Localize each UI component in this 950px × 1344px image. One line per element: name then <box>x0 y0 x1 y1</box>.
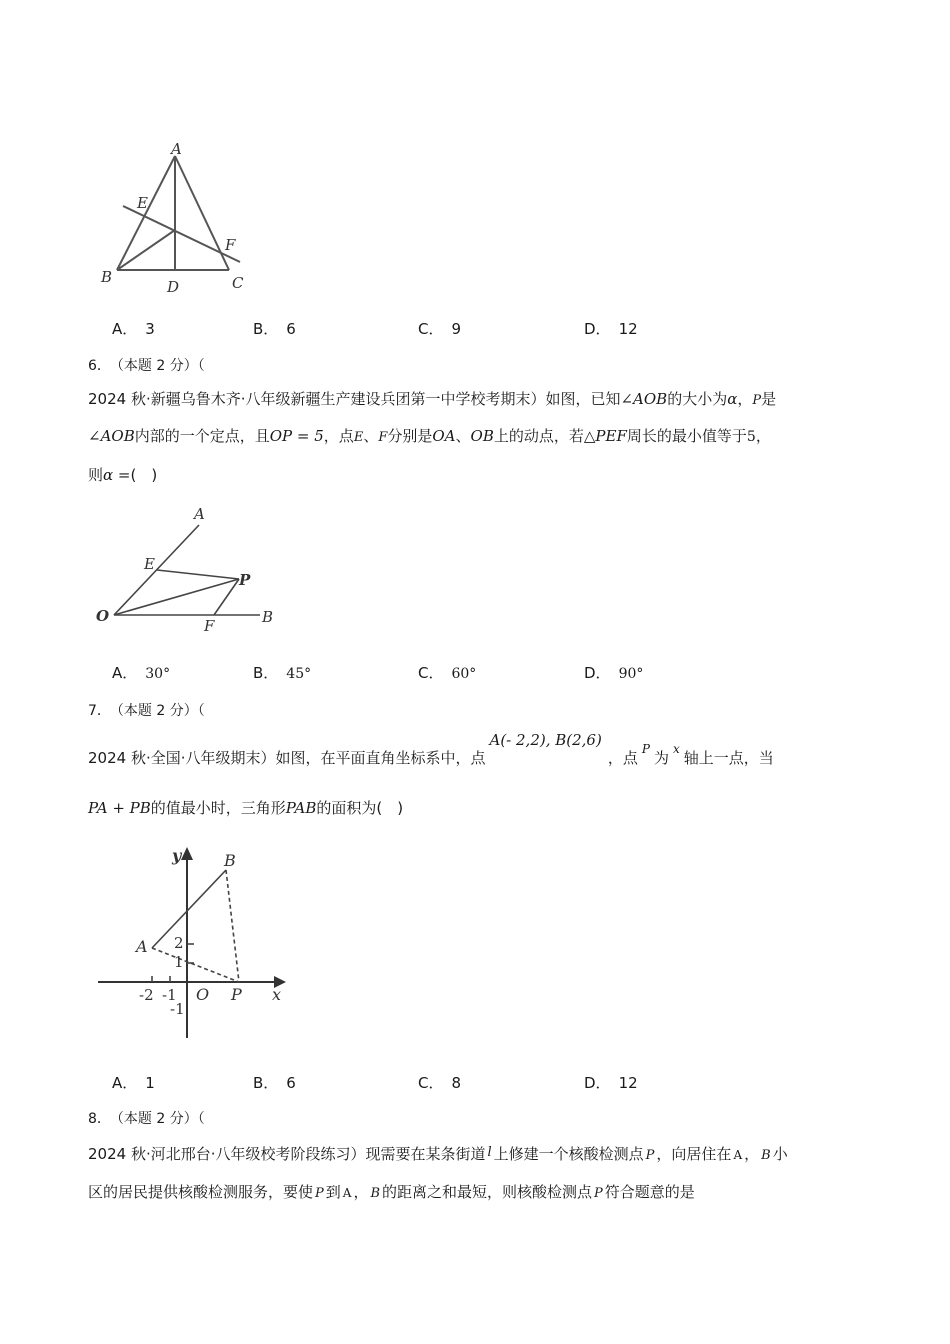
label-1: 1 <box>174 953 184 971</box>
label-x: x <box>272 985 282 1004</box>
label-a: A <box>171 140 182 158</box>
label-y: y <box>172 846 182 865</box>
q7-header: 7． （本题 2 分）（ <box>88 703 205 719</box>
label-d: D <box>167 278 180 296</box>
q5-option-a[interactable]: A． 3 <box>112 320 155 338</box>
label-o: O <box>196 985 210 1004</box>
label-e: E <box>144 555 155 573</box>
side-ab <box>117 156 175 270</box>
q7-option-d[interactable]: D． 12 <box>584 1074 638 1092</box>
label-f: F <box>225 236 236 254</box>
label-neg2: -2 <box>139 986 154 1004</box>
q7-coordinate-figure <box>92 842 292 1042</box>
label-p: P <box>239 571 251 589</box>
q7-stem-line-2: PA + PB的值最小时，三角形PAB的面积为( ) <box>88 799 404 817</box>
label-p: P <box>231 985 242 1004</box>
label-2: 2 <box>174 934 184 952</box>
q5-option-c[interactable]: C． 9 <box>418 320 462 338</box>
label-b: B <box>224 851 236 870</box>
q7-option-b[interactable]: B． 6 <box>253 1074 296 1092</box>
label-f: F <box>204 617 215 635</box>
label-a: A <box>194 505 205 523</box>
q6-stem-line-3: 则α =( ) <box>88 466 158 484</box>
y-axis-arrow <box>181 847 193 860</box>
label-b: B <box>101 268 113 286</box>
q6-stem-line-2: ∠AOB内部的一个定点，且OP = 5，点E、F分别是OA、OB上的动点，若△PEF周长的最小值等于5， <box>88 427 771 445</box>
q6-option-c[interactable]: C． 60° <box>418 664 477 682</box>
q7-option-c[interactable]: C． 8 <box>418 1074 462 1092</box>
label-c: C <box>232 274 244 292</box>
segment-ab <box>152 870 226 948</box>
q8-stem-line-1: 2024 秋·河北邢台·八年级校考阶段练习）现需要在某条街道 l 上修建一个核酸检测点 P ，向居住在 A ， B 小 <box>88 1145 788 1163</box>
segment-op <box>114 579 239 615</box>
label-a: A <box>136 937 148 956</box>
label-neg1: -1 <box>162 986 177 1004</box>
q7-stem-line-1: 2024 秋·全国·八年级期末）如图，在平面直角坐标系中，点A(- 2,2), B(2,6)，点 $^P$ 为 $^x$ 轴上一点，当 <box>88 731 774 767</box>
segment-ep <box>157 570 239 579</box>
q6-option-d[interactable]: D． 90° <box>584 664 644 682</box>
q6-header: 6． （本题 2 分）（ <box>88 358 205 374</box>
q7-option-a[interactable]: A． 1 <box>112 1074 155 1092</box>
label-o: O <box>96 607 110 625</box>
q6-stem-line-1: 2024 秋·新疆乌鲁木齐·八年级新疆生产建设兵团第一中学校考期末）如图，已知∠AOB的大小为α，P是 <box>88 390 777 408</box>
q5-option-b[interactable]: B． 6 <box>253 320 296 338</box>
q5-option-d[interactable]: D． 12 <box>584 320 638 338</box>
q5-triangle-figure <box>95 138 255 298</box>
label-b: B <box>262 608 274 626</box>
q8-stem-line-2: 区的居民提供核酸检测服务，要使 P 到 A ， B 的距离之和最短，则核酸检测点 P 符合题意的是 <box>88 1183 695 1201</box>
segment-ap <box>152 948 239 982</box>
label-e: E <box>137 194 148 212</box>
segment-b-to-ef <box>117 230 175 270</box>
q6-angle-figure <box>92 505 282 635</box>
label-neg1-y: -1 <box>170 1000 185 1018</box>
q6-option-b[interactable]: B． 45° <box>253 664 312 682</box>
q8-header: 8． （本题 2 分）（ <box>88 1111 205 1127</box>
ray-oa <box>114 525 199 615</box>
q6-option-a[interactable]: A． 30° <box>112 664 171 682</box>
segment-bp <box>226 870 239 982</box>
